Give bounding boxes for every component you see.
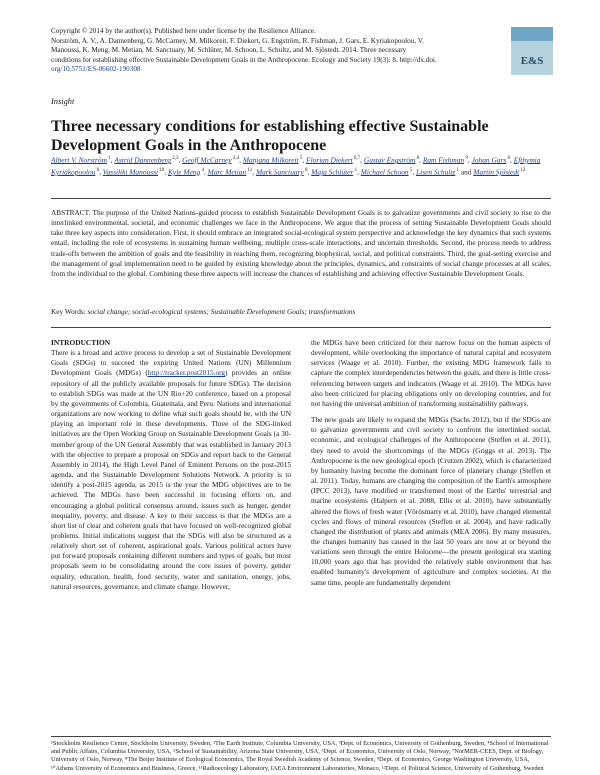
abstract-label: ABSTRACT. (51, 208, 91, 217)
author-name[interactable]: Lisen Schultz (416, 167, 456, 177)
article-type: Insight (51, 97, 75, 106)
body-paragraph: The new goals are likely to expand the MDGs (Sachs 2012), but if the SDGs are to galvanize governments and civil society to confront the interlinked social, economic, and ecological challenges of the Anthropocene (Steffen et al. 2011), they need to avoid the shortcomings of the MDGs (Griggs et al. 2013). The Anthropocene is the new geological epoch (Crutzen 2002), which is characterized by humanity having become the dominant force of planetary change (Steffen et al. 2011). Today, humans are changing the composition of the Earth's atmosphere (IPCC 2013), have modified or transformed most of the Earths' terrestrial and marine ecosystems (Halpern et al. 2008, Ellis et al. 2010), have substantially altered the flows of fresh water (Vörösmarty et al. 2010), have changed elemental cycles and flows of mineral resources (Steffen et al. 2004), and have radically changed the distribution of plants and animals (MEA 2006). By many measures, the changes humanity has caused in the last 50 years are now at or beyond the variations seen through the entire Holocene—the present geological era starting 10,000 years ago that has provided the relatively stable environment that has enabled humanity's development of agriculture and complex societies. At the same time, people are fundamentally dependent (311, 415, 551, 587)
author-affiliation-ref: 8 (303, 167, 308, 173)
abstract (51, 208, 551, 279)
divider (51, 327, 551, 328)
doi-link[interactable]: org/10.5751/ES-06602-190308 (51, 65, 141, 74)
copyright-line: Copyright © 2014 by the author(s). Published here under license by the Resilience Alliance. (51, 27, 316, 35)
author-name[interactable]: Martin Sjöstedt (473, 167, 520, 177)
author-name[interactable]: Gustav Engström (363, 155, 416, 165)
author-name[interactable]: Astrid Dannenberg (114, 155, 171, 165)
author-name[interactable]: Geoff McCarney (182, 155, 232, 165)
tracker-link[interactable]: http://tracker.post2015.org (147, 368, 226, 378)
author-affiliation-ref: 8 (415, 156, 420, 161)
section-heading: INTRODUCTION (51, 338, 111, 347)
author-affiliation-ref: 8 (95, 167, 100, 173)
author-name[interactable]: Ram Fishman (422, 155, 465, 165)
author-affiliation-ref: 6,7 (352, 156, 361, 161)
article-title: Three necessary conditions for establishing effective Sustainable Development Goals in the Anthropocene (51, 118, 489, 154)
right-column (311, 338, 551, 588)
author-name[interactable]: Michael Schoon (360, 167, 409, 177)
author-affiliation-ref: 5 (408, 167, 413, 173)
author-affiliation-ref: 4 (200, 167, 204, 173)
affiliations-footnote: ¹Stockholm Resilience Centre, Stockholm University, Sweden, ²The Earth Institute, Columbia University, USA, ³Dept. of Economics, University of Gothenburg, Sweden, ⁴School of International and Public Affairs, Columbia University, USA, ⁵School of Sustainability, Arizona State University, USA, ⁶Dept. of Economics, University of Oslo, Norway, ⁷NorMER-CEES, Dept. of Biology, University of Oslo, Norway, ⁸The Beijer Institute of Ecological Economics, The Royal Swedish Academy of Science, Sweden, ⁹Dept. of Economics, George Washington University, USA, ¹⁰Athens University of Economics and Business, Greece, ¹¹Radioecology Laboratory, IAEA Environment Laboratories, Monaco, ¹²Dept. of Political Science, University of Gothenburg, Sweden (51, 740, 549, 772)
keywords-text: social change; social-ecological systems; Sustainable Development Goals; transformations (87, 307, 356, 316)
author-name[interactable]: Kyle Meng (167, 167, 201, 177)
author-name[interactable]: Albert V. Norström (51, 155, 107, 165)
body-paragraph: the MDGs have been criticized for their narrow focus on the human aspects of development, while overlooking the importance of natural capital and ecosystem services (Waage et al. 2010). Further, the existing MDG framework fails to capture the complex interdependencies between the goals, and there is little cross-referencing between targets and indicators (Waage et al. 2010). The MDGs have also been criticized for placing obligations only on developing countries, and for not having the universal ambition of transforming sustainability pathways. (311, 338, 551, 408)
citation-line: Manoussi, K. Meng, M. Metian, M. Sanctuary, M. Schlüter, M. Schoon, L. Schultz, and M. Sjöstedt. 2014. Three necessary (51, 46, 407, 55)
author-affiliation-ref: 1 (106, 156, 111, 161)
author-affiliation-ref: 12 (519, 167, 526, 173)
author-affiliation-ref: 2,4 (231, 156, 240, 161)
author-and: and (459, 167, 474, 177)
author-affiliation-ref: 9 (464, 156, 468, 161)
author-name[interactable]: Florian Diekert (306, 155, 353, 165)
abstract-text: The purpose of the United Nations-guided process to establish Sustainable Development Goals is to galvanize governments and civil society to rise to the interlinked environmental, societal, and economic challenges we face in the Anthropocene. We argue that the process of setting Sustainable Development Goals should take three key aspects into consideration. First, it should embrace an integrated social-ecological system perspective and acknowledge the key dynamics that such systems entail, including the role of ecosystems in sustaining human wellbeing, multiple cross-scale interactions, and uncertain thresholds. Second, the process needs to address trade-offs between the ambition of goals and the feasibility in reaching them, recognizing biophysical, social, and political constraints. Third, the goal-setting exercise and the management of goal implementation need to be guided by existing knowledge about the principles, dynamics, and constraints of social change processes at all scales, from the individual to the global. Combining these three aspects will increase the chances of establishing and achieving effective Sustainable Development Goals. (51, 208, 551, 278)
footnote-divider (51, 736, 551, 737)
author-list: Albert V. Norström $^1$, Astrid Dannenberg $^{2,3}$, Geoff McCarney $^{2,4}$, Manjana Milkoreit $^5$, Florian Diekert $^{6,7}$, Gustav Engström $^8$, Ram Fishman $^9$, Johan Gars $^8$, Efthymia Kyriakopoolou $^8$, Vassiliki Manoussi $^{10}$, Kyle Meng $^4$, Marc Metian $^{11}$, Mark Sanctuary $^8$, Maja Schlüter $^1$, Michael Schoon $^5$, Lisen Schultz $^1$ and Martin Sjöstedt $^{12}$ (51, 155, 541, 177)
author-name[interactable]: Mark Sanctuary (255, 167, 304, 177)
author-name[interactable]: Manjana Milkoreit (242, 155, 299, 165)
author-affiliation-ref: 1 (455, 167, 460, 173)
author-affiliation-ref: 1 (353, 167, 358, 173)
journal-logo (511, 27, 553, 75)
citation-header (51, 27, 491, 75)
keywords (51, 307, 551, 317)
author-name[interactable]: Johan Gars (471, 155, 507, 165)
body-paragraph: There is a broad and active process to develop a set of Sustainable Development Goals (SDGs) to succeed the expiring United Nations (UN) Millennium Development Goals (MDGs) (http://tracker.post2015.org) provides an online repository of all the publicly available proposals for future SDGs). The decision to establish SDGs was made at the UN Rio+20 conference, based on a proposal by the governments of Colombia, Guatemala, and Peru. Nations and international organizations are now working to define what such goals should be, with the UN playing an important role in these developments. Three of the SDG-linked initiatives are the Open Working Group on Sustainable Development Goals (a 30-member group of the UN General Assembly that was established in January 2013 with the objective to prepare a proposal on SDGs and report back to the General Assembly in 2014), the High Level Panel of Eminent Persons on the post-2015 agenda, and the Sustainable Development Solutions Network. A priority is to identify a post-2015 agenda, as 2015 is the year the MDG objectives are to be achieved. The MDGs have been successful in focusing efforts on, and encouraging a global political consensus around, issues such as hunger, gender inequality, poverty, and disease. A key to their success is that the MDGs are a short list of clear and coherent goals that have focused on well-recognized global problems. Initial indications suggest that the SDGs will also be structured as a relatively short set of coherent, aspirational goals. Various political actors have put forward proposals containing different numbers and types of goals, but most proposals seem to be consolidating around the core issues of poverty, gender equality, education, health, food security, water and sanitation, energy, jobs, natural resources, governance, and climate change. However, (51, 348, 291, 591)
author-affiliation-ref: 8 (506, 156, 511, 161)
left-column (51, 338, 291, 592)
citation-line: conditions for establishing effective Sustainable Development Goals in the Anthropocene. Ecology and Society 19(3): 8. http://dx.doi. (51, 55, 437, 64)
author-affiliation-ref: 11 (246, 167, 253, 173)
keywords-label: Key Words: (51, 307, 86, 316)
author-affiliation-ref: 10 (158, 167, 165, 173)
divider (51, 198, 551, 199)
author-affiliation-ref: 2,3 (170, 156, 179, 161)
author-name[interactable]: Marc Metian (207, 167, 247, 177)
citation-line: Norström, A. V., A. Dannenberg, G. McCarney, M. Milkoreit, F. Diekert, G. Engström, R. Fishman, J. Gars, E. Kyriakopoolou, V. (51, 36, 424, 45)
journal-logo-text: E&S (520, 55, 544, 67)
author-name[interactable]: Vassiliki Manoussi (102, 167, 159, 177)
author-affiliation-ref: 5 (298, 156, 303, 161)
author-name[interactable]: Maja Schlüter (311, 167, 354, 177)
author-name[interactable]: Efthymia Kyriakopoolou (51, 155, 541, 177)
